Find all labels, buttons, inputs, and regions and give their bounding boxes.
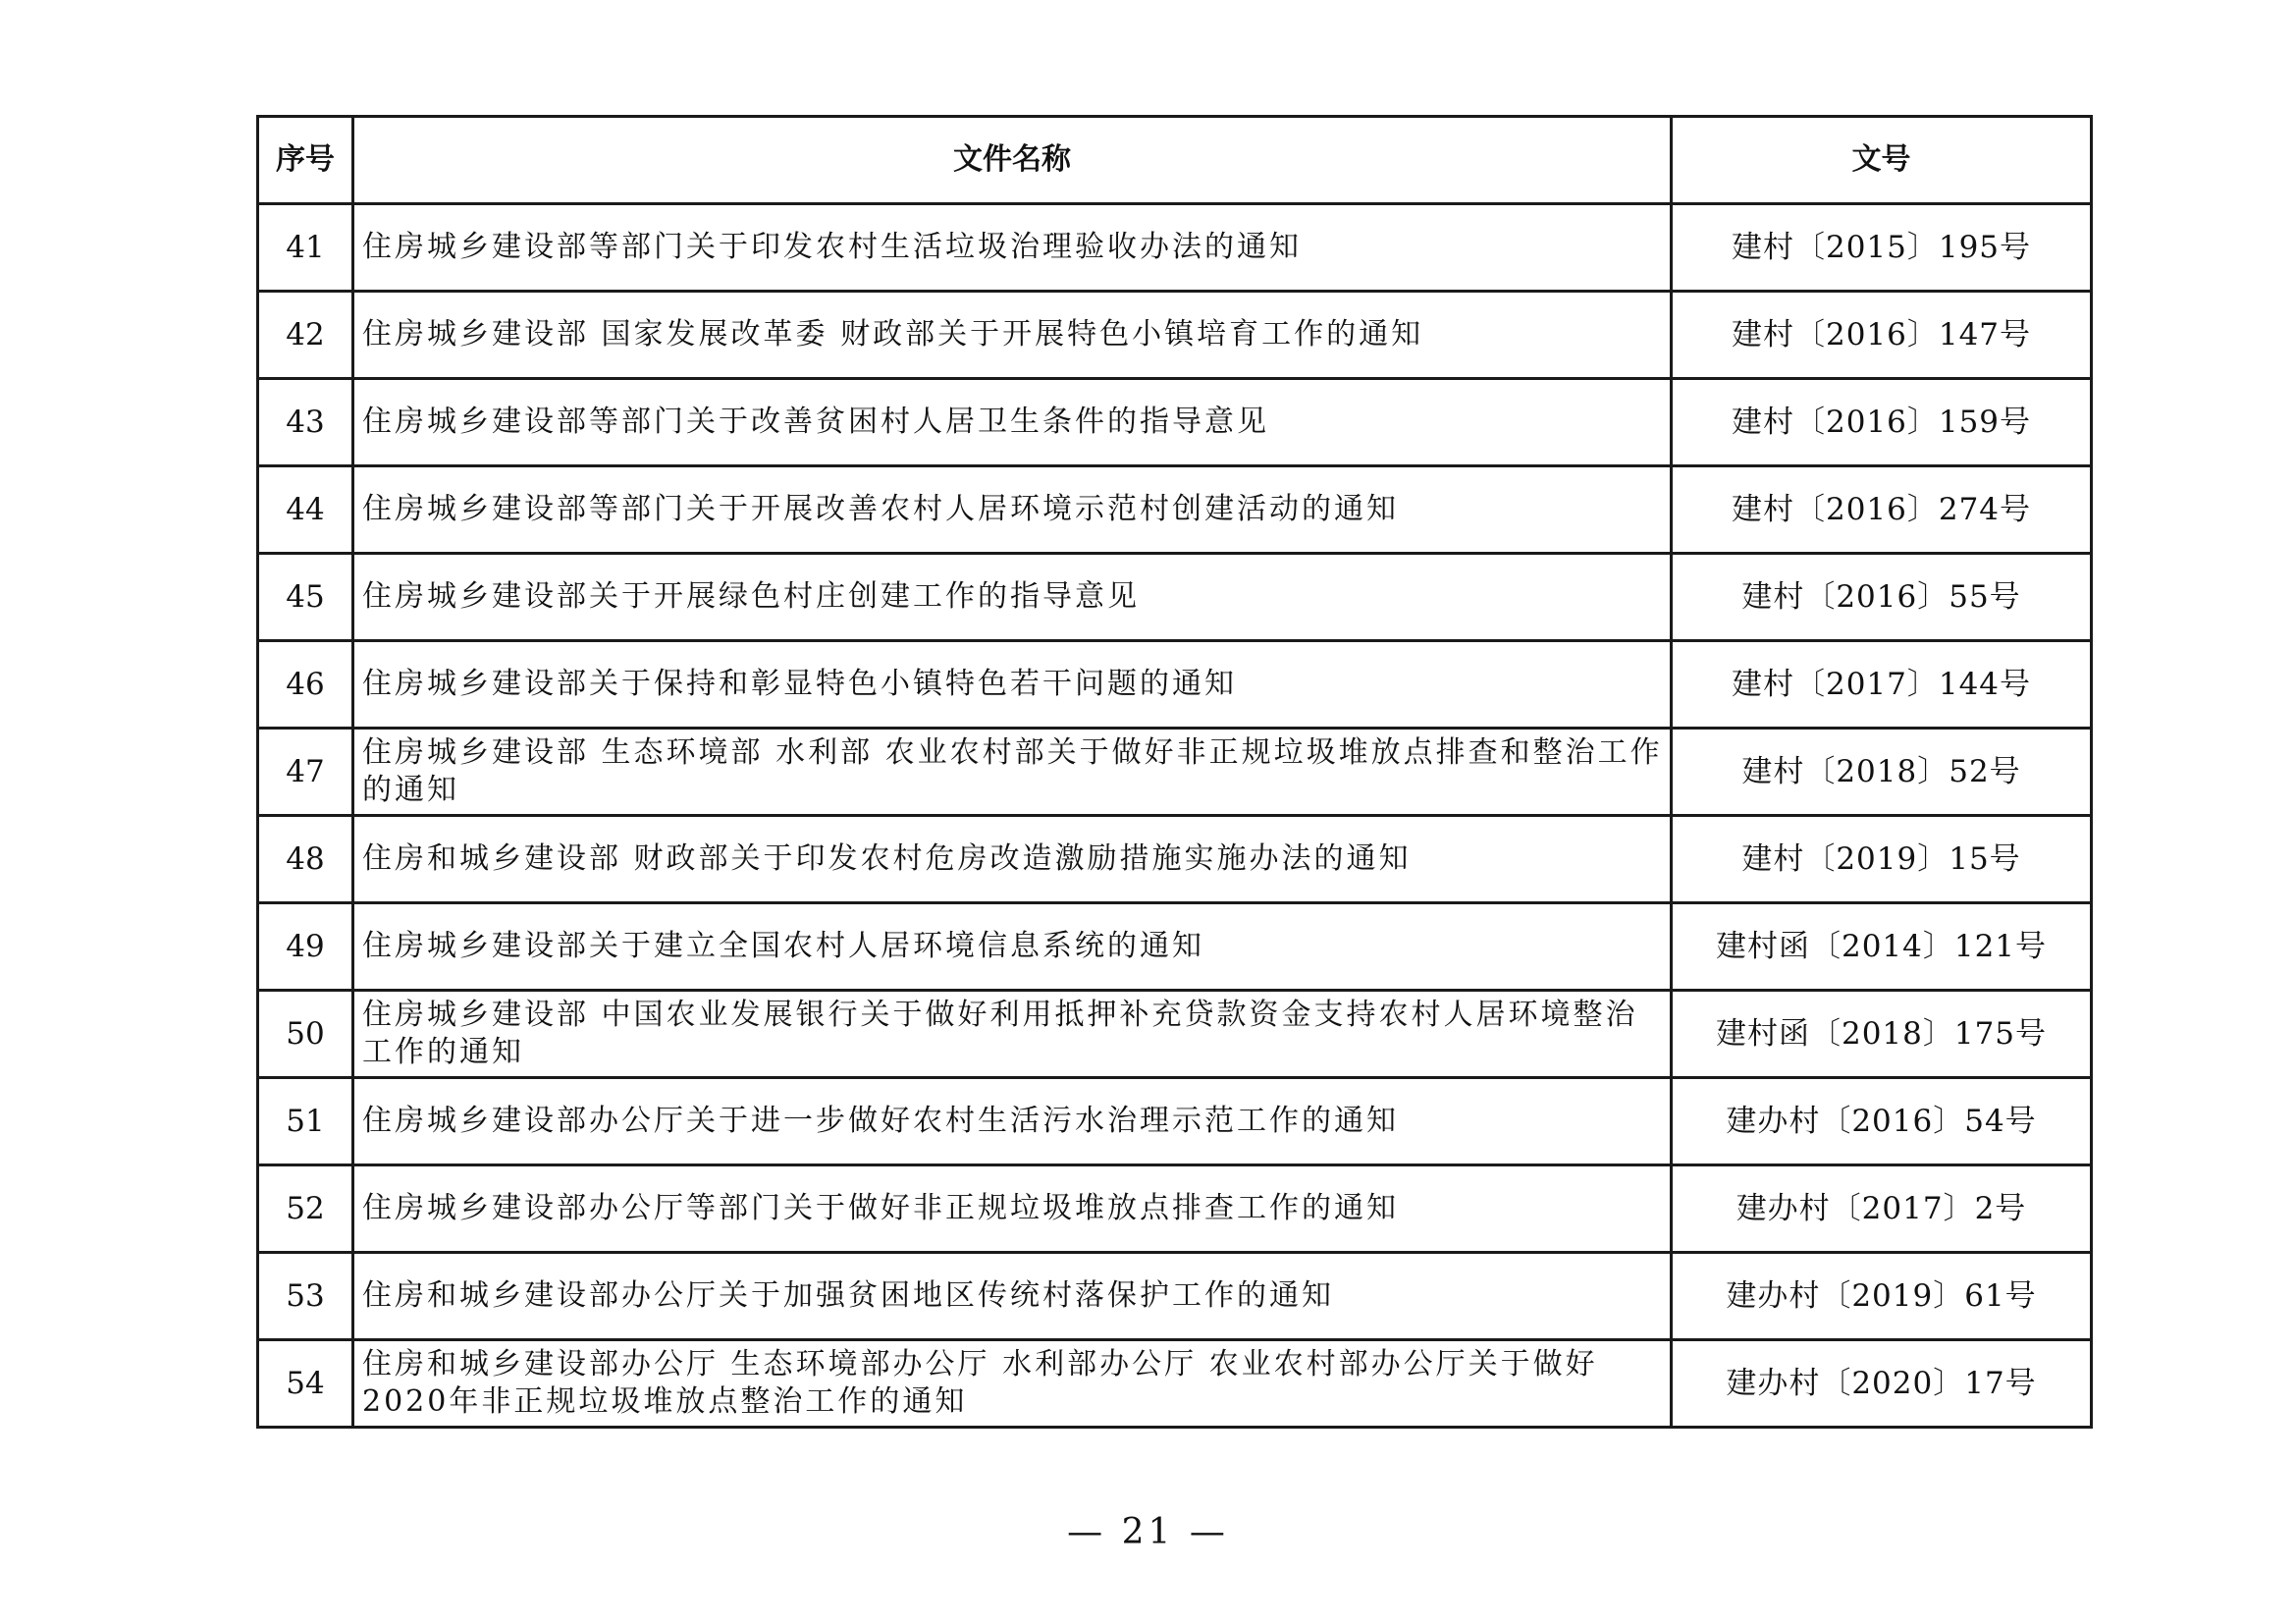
row-name: 住房城乡建设部关于开展绿色村庄创建工作的指导意见: [353, 554, 1672, 641]
row-seq: 43: [258, 379, 353, 466]
row-seq: 53: [258, 1253, 353, 1340]
row-seq: 44: [258, 466, 353, 554]
row-name: 住房城乡建设部办公厅关于进一步做好农村生活污水治理示范工作的通知: [353, 1078, 1672, 1165]
row-seq: 49: [258, 903, 353, 991]
row-seq: 50: [258, 991, 353, 1078]
row-seq: 47: [258, 729, 353, 816]
row-number: 建办村〔2019〕61号: [1672, 1253, 2092, 1340]
table-row: [258, 1340, 2092, 1428]
row-name: 住房和城乡建设部 财政部关于印发农村危房改造激励措施实施办法的通知: [353, 816, 1672, 903]
row-name: 住房和城乡建设部办公厅 生态环境部办公厅 水利部办公厅 农业农村部办公厅关于做好2020年非正规垃圾堆放点整治工作的通知: [353, 1340, 1672, 1428]
row-name: 住房城乡建设部关于建立全国农村人居环境信息系统的通知: [353, 903, 1672, 991]
table-row: [258, 292, 2092, 379]
table-row: [258, 379, 2092, 466]
row-name: 住房城乡建设部 生态环境部 水利部 农业农村部关于做好非正规垃圾堆放点排查和整治工作的通知: [353, 729, 1672, 816]
row-name: 住房城乡建设部等部门关于开展改善农村人居环境示范村创建活动的通知: [353, 466, 1672, 554]
row-number: 建村〔2019〕15号: [1672, 816, 2092, 903]
table-row: [258, 641, 2092, 729]
page-number: — 21 —: [1067, 1512, 1229, 1552]
row-seq: 42: [258, 292, 353, 379]
table-row: [258, 204, 2092, 292]
row-seq: 48: [258, 816, 353, 903]
header-number: 文号: [1672, 117, 2092, 204]
row-name: 住房和城乡建设部办公厅关于加强贫困地区传统村落保护工作的通知: [353, 1253, 1672, 1340]
row-number: 建村〔2016〕274号: [1672, 466, 2092, 554]
table-row: [258, 1253, 2092, 1340]
table-row: [258, 1165, 2092, 1253]
row-number: 建村〔2015〕195号: [1672, 204, 2092, 292]
row-seq: 54: [258, 1340, 353, 1428]
row-seq: 41: [258, 204, 353, 292]
header-name: 文件名称: [353, 117, 1672, 204]
document-table: [256, 115, 2093, 1429]
row-name: 住房城乡建设部 国家发展改革委 财政部关于开展特色小镇培育工作的通知: [353, 292, 1672, 379]
row-number: 建办村〔2020〕17号: [1672, 1340, 2092, 1428]
row-number: 建村函〔2014〕121号: [1672, 903, 2092, 991]
row-seq: 52: [258, 1165, 353, 1253]
row-name: 住房城乡建设部关于保持和彰显特色小镇特色若干问题的通知: [353, 641, 1672, 729]
row-number: 建办村〔2016〕54号: [1672, 1078, 2092, 1165]
table-row: [258, 816, 2092, 903]
table-row: [258, 991, 2092, 1078]
table-row: [258, 1078, 2092, 1165]
row-number: 建村函〔2018〕175号: [1672, 991, 2092, 1078]
row-seq: 46: [258, 641, 353, 729]
row-name: 住房城乡建设部等部门关于改善贫困村人居卫生条件的指导意见: [353, 379, 1672, 466]
header-seq: 序号: [258, 117, 353, 204]
row-name: 住房城乡建设部 中国农业发展银行关于做好利用抵押补充贷款资金支持农村人居环境整治工作的通知: [353, 991, 1672, 1078]
row-name: 住房城乡建设部等部门关于印发农村生活垃圾治理验收办法的通知: [353, 204, 1672, 292]
row-number: 建村〔2018〕52号: [1672, 729, 2092, 816]
row-number: 建村〔2016〕55号: [1672, 554, 2092, 641]
row-name: 住房城乡建设部办公厅等部门关于做好非正规垃圾堆放点排查工作的通知: [353, 1165, 1672, 1253]
row-number: 建村〔2017〕144号: [1672, 641, 2092, 729]
table-row: [258, 554, 2092, 641]
row-seq: 45: [258, 554, 353, 641]
table-row: [258, 903, 2092, 991]
row-number: 建办村〔2017〕2号: [1672, 1165, 2092, 1253]
row-number: 建村〔2016〕147号: [1672, 292, 2092, 379]
row-number: 建村〔2016〕159号: [1672, 379, 2092, 466]
row-seq: 51: [258, 1078, 353, 1165]
table-header-row: [258, 117, 2092, 204]
table-row: [258, 729, 2092, 816]
table-row: [258, 466, 2092, 554]
